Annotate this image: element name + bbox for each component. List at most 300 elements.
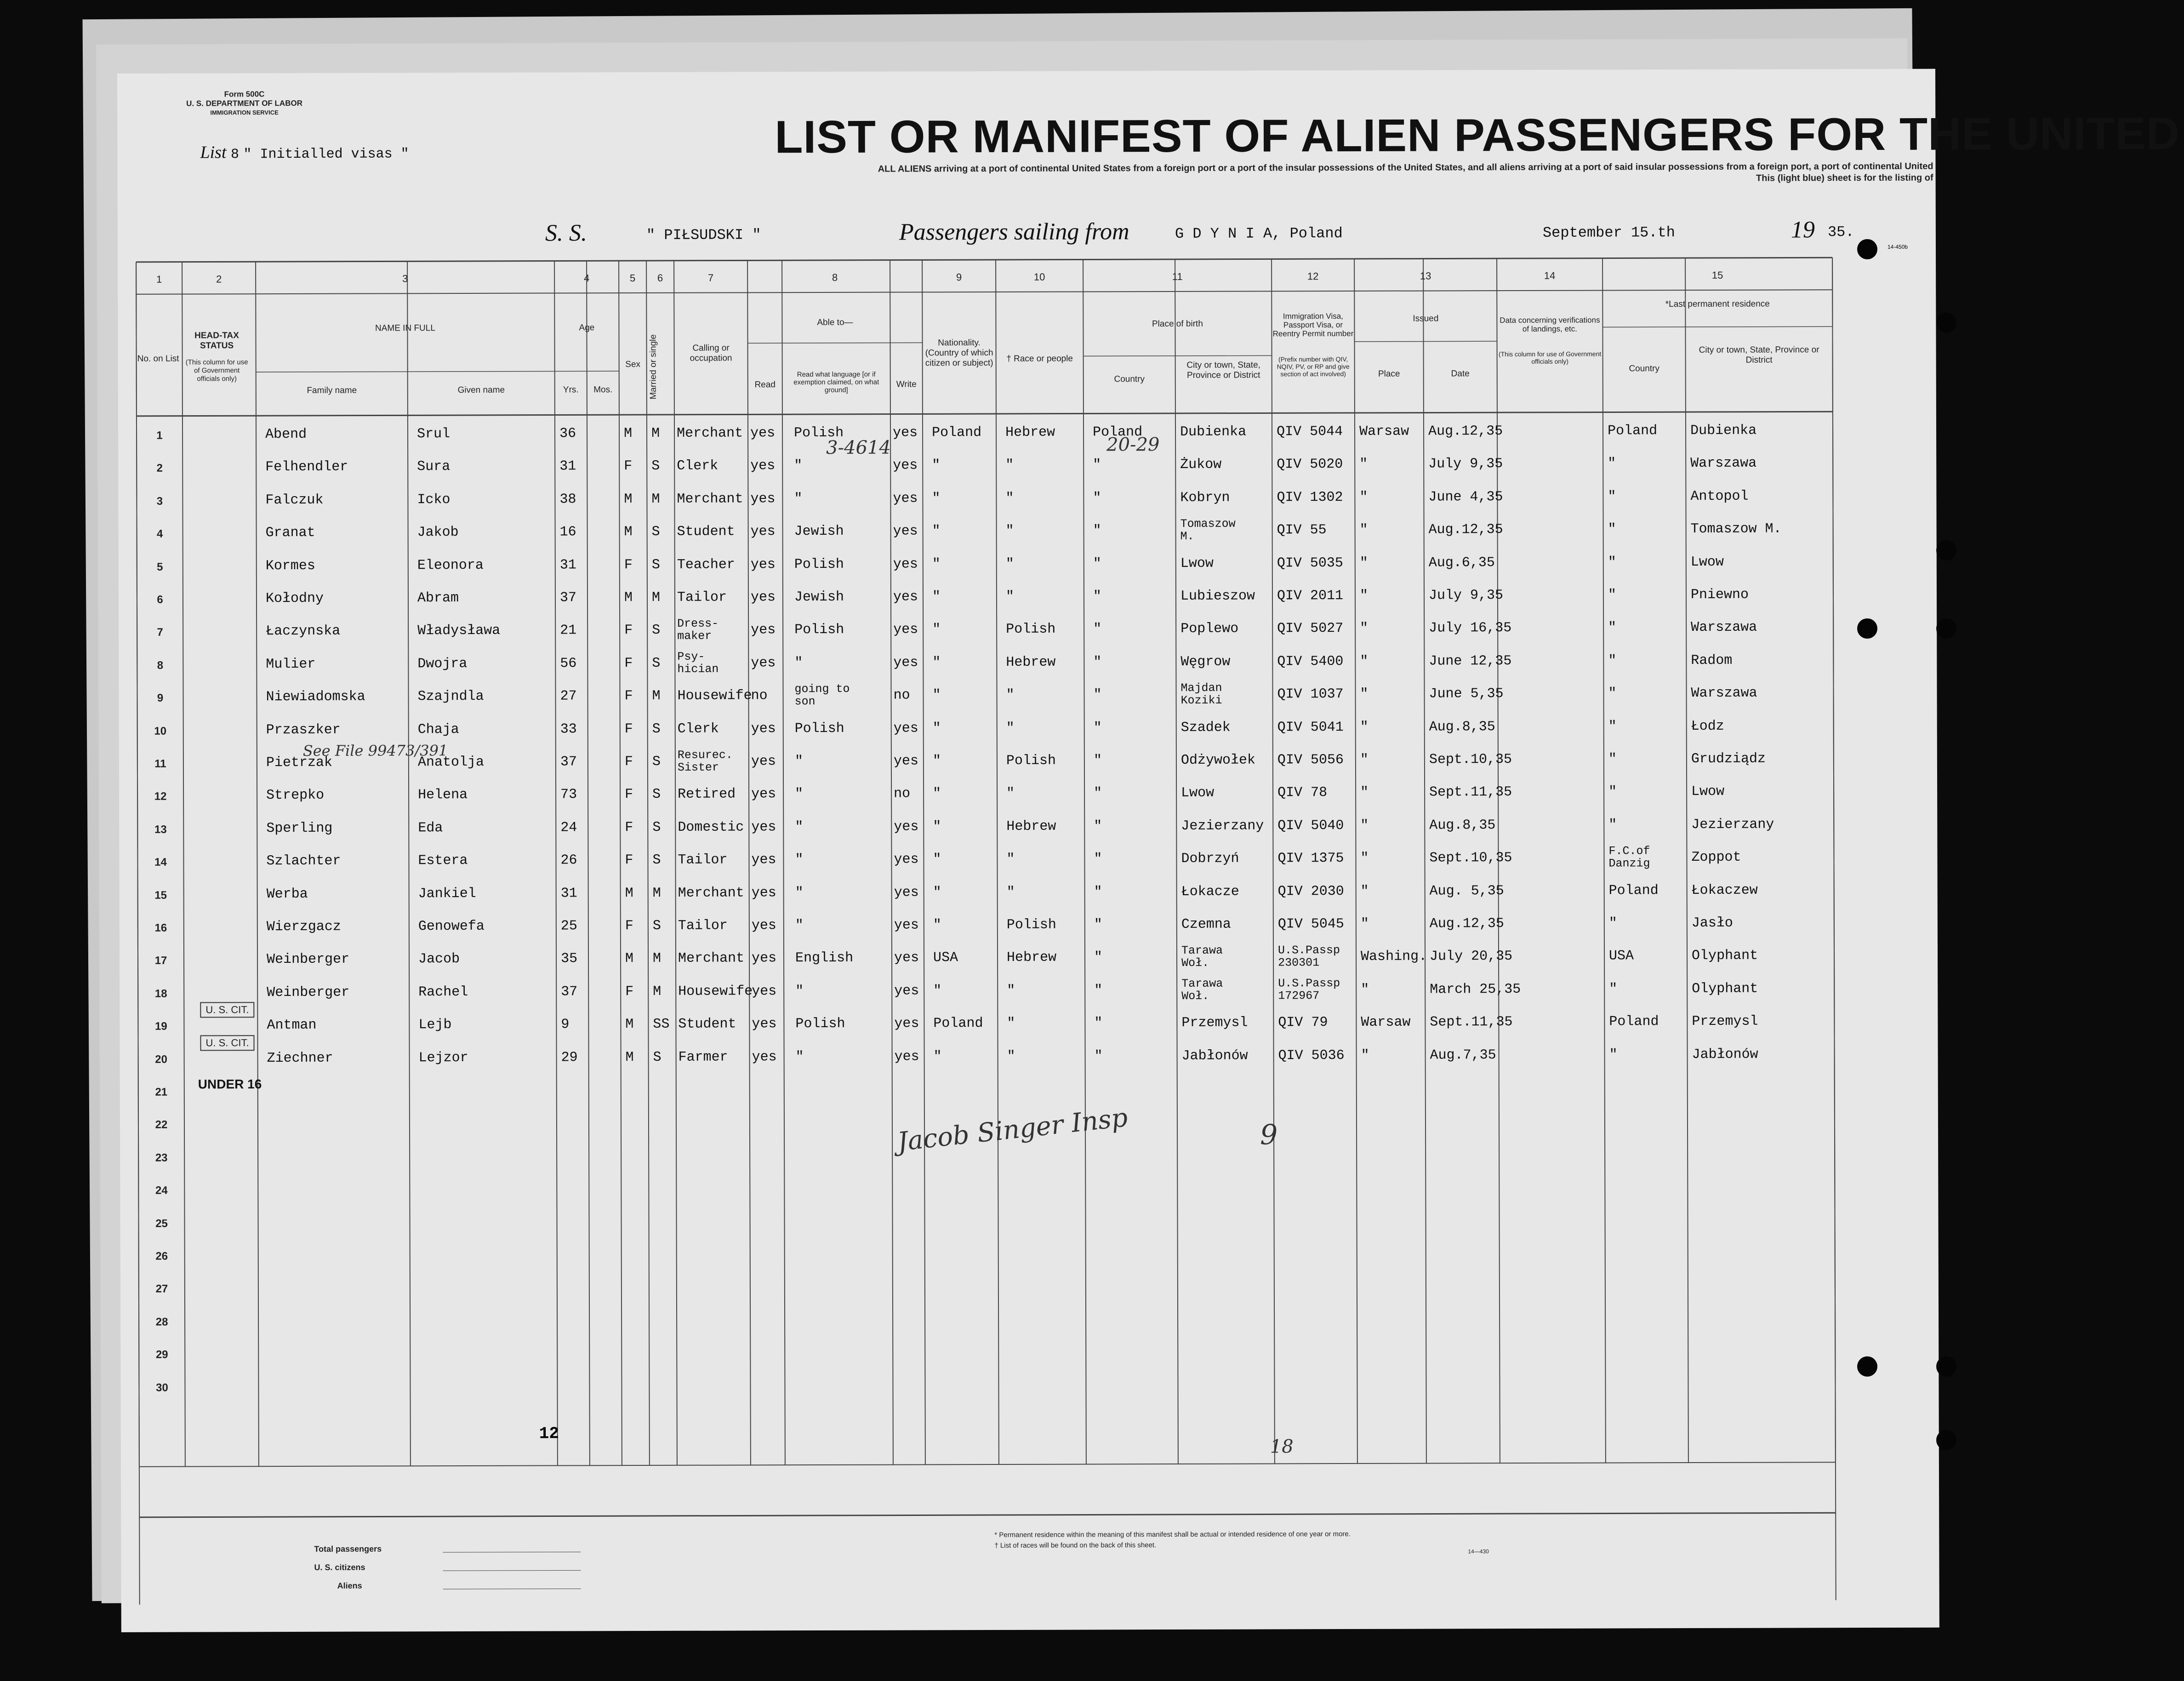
grid-line	[137, 412, 1833, 416]
column-number: 2	[216, 273, 222, 285]
footer-code: 14—430	[1468, 1548, 1489, 1555]
grid-line	[1175, 259, 1178, 1464]
grid-line	[139, 1513, 1836, 1517]
row-occupation: Resurec. Sister	[677, 748, 733, 774]
row-family-name: Strepko	[266, 788, 325, 804]
row-occupation: Merchant	[678, 885, 744, 901]
corner-code: 14-450b	[1887, 243, 1908, 250]
row-issued-place: Warsaw	[1361, 1014, 1411, 1031]
row-birth-country: "	[1093, 555, 1101, 572]
row-birth-city: Dobrzyń	[1181, 851, 1239, 867]
row-residence-country: "	[1608, 686, 1617, 702]
row-can-read: yes	[751, 655, 776, 671]
port-of-departure: G D Y N I A, Poland	[1175, 225, 1343, 242]
row-issued-date: July 16,35	[1429, 620, 1512, 636]
row-marital-status: M	[653, 983, 661, 1000]
row-race: Hebrew	[1006, 950, 1057, 966]
row-residence-city: Warszawa	[1691, 620, 1757, 636]
row-given-name: Chaja	[417, 721, 459, 738]
row-issued-place: "	[1360, 916, 1369, 932]
row-can-write: yes	[893, 720, 918, 737]
department-label: U. S. DEPARTMENT OF LABOR	[186, 98, 302, 108]
row-family-name: Przaszker	[266, 722, 341, 738]
row-given-name: Anatolja	[417, 754, 484, 771]
header-data-verification-note: (This column for use of Government officials only)	[1498, 350, 1602, 365]
row-given-name: Icko	[417, 492, 450, 508]
row-race: "	[1005, 490, 1014, 506]
row-nationality: Poland	[932, 425, 982, 441]
column-number: 1	[156, 273, 162, 285]
row-sex: F	[625, 852, 633, 869]
row-nationality: "	[932, 753, 941, 769]
row-issued-place: "	[1361, 982, 1369, 998]
row-issued-place: "	[1360, 653, 1369, 669]
row-number: 25	[155, 1217, 168, 1230]
row-birth-city: Kobryn	[1180, 490, 1230, 506]
row-birth-city: Poplewo	[1180, 621, 1239, 637]
row-residence-city: Przemysl	[1692, 1013, 1758, 1030]
row-age-years: 27	[560, 688, 577, 704]
row-residence-city: Warszawa	[1690, 456, 1757, 472]
row-visa-number: QIV 2030	[1277, 883, 1344, 899]
row-marital-status: S	[652, 655, 661, 671]
row-read-language: "	[795, 918, 804, 934]
row-occupation: Farmer	[678, 1049, 728, 1065]
row-birth-city: Jezierzany	[1181, 818, 1264, 834]
manifest-title: LIST OR MANIFEST OF ALIEN PASSENGERS FOR THE UNITED	[775, 108, 2180, 163]
row-issued-place: "	[1360, 818, 1369, 834]
row-race: "	[1006, 884, 1015, 900]
header-visa: Immigration Visa, Passport Visa, or Reentry Permit number	[1272, 312, 1354, 338]
header-mos: Mos.	[593, 385, 613, 395]
row-nationality: "	[932, 655, 941, 671]
grid-line	[136, 290, 1832, 294]
row-race: Hebrew	[1005, 424, 1055, 440]
row-race: "	[1007, 1048, 1015, 1064]
row-age-years: 16	[559, 524, 576, 540]
row-birth-city: Węgrow	[1180, 654, 1231, 670]
row-read-language: Polish	[794, 720, 844, 737]
row-issued-place: "	[1360, 883, 1369, 899]
row-residence-city: Warszawa	[1691, 685, 1757, 702]
grid-line	[443, 1570, 581, 1571]
row-can-read: yes	[752, 1049, 777, 1065]
row-birth-city: Łokacze	[1181, 884, 1239, 900]
row-sex: F	[624, 754, 633, 770]
header-head-tax-note: (This column for use of Government officials only)	[185, 358, 248, 383]
row-nationality: "	[932, 457, 941, 474]
row-sex: M	[624, 491, 633, 507]
row-marital-status: M	[653, 951, 661, 967]
row-can-write: yes	[894, 983, 919, 999]
header-issued-date: Date	[1451, 369, 1470, 379]
row-issued-date: June 4,35	[1428, 489, 1503, 505]
row-marital-status: M	[651, 589, 661, 606]
row-read-language: English	[795, 950, 854, 966]
row-birth-country: "	[1094, 1048, 1103, 1064]
row-number: 29	[155, 1348, 168, 1361]
row-given-name: Genowefa	[418, 918, 485, 935]
row-age-years: 31	[560, 885, 577, 902]
header-res-country: Country	[1629, 364, 1659, 374]
punch-hole	[1936, 1356, 1956, 1377]
row-number: 9	[157, 692, 164, 704]
row-given-name: Lejb	[418, 1017, 452, 1033]
row-visa-number: QIV 55	[1277, 522, 1327, 538]
row-sex: F	[625, 787, 633, 803]
row-issued-place: "	[1360, 719, 1369, 735]
row-read-language: Jewish	[794, 589, 844, 606]
row-given-name: Srul	[417, 426, 450, 442]
row-can-read: yes	[751, 622, 776, 638]
row-residence-country: "	[1608, 555, 1616, 571]
row-race: Hebrew	[1006, 654, 1056, 670]
row-issued-place: "	[1360, 752, 1369, 768]
row-residence-country: "	[1608, 751, 1617, 767]
row-visa-number: QIV 79	[1278, 1015, 1328, 1031]
header-sex: Sex	[625, 360, 641, 370]
handwritten-code: 3-4614	[826, 437, 891, 458]
row-given-name: Eleonora	[417, 557, 484, 573]
row-birth-city: Tarawa Woł.	[1181, 977, 1223, 1003]
row-nationality: "	[933, 983, 942, 999]
row-age-years: 37	[559, 590, 577, 606]
row-birth-country: Poland	[1093, 424, 1143, 440]
column-number: 14	[1544, 269, 1556, 281]
row-number: 10	[154, 725, 167, 738]
punch-hole	[1857, 618, 1877, 639]
row-occupation: Housewife	[677, 688, 752, 704]
row-number: 14	[154, 856, 167, 869]
row-birth-country: "	[1093, 490, 1101, 506]
row-read-language: "	[794, 655, 803, 671]
row-occupation: Tailor	[678, 918, 728, 934]
year-prefix: 19	[1791, 217, 1815, 243]
grid-line	[407, 261, 411, 1466]
row-occupation: Student	[678, 1016, 736, 1032]
row-birth-country: "	[1094, 949, 1103, 966]
row-read-language: Polish	[795, 1016, 845, 1032]
row-can-read: yes	[751, 819, 776, 835]
row-nationality: "	[932, 622, 941, 638]
header-visa-note: (Prefix number with QIV, NQIV, PV, or RP and give section of act involved)	[1277, 355, 1350, 378]
row-age-years: 24	[560, 820, 577, 836]
header-place-of-birth: Place of birth	[1152, 319, 1203, 329]
list-note: " Initialled visas "	[243, 146, 409, 163]
grid-line	[782, 260, 785, 1465]
row-family-name: Felhendler	[265, 459, 348, 475]
row-number: 13	[154, 823, 167, 836]
column-number: 15	[1711, 269, 1723, 281]
row-occupation: Merchant	[678, 950, 745, 967]
row-can-write: yes	[893, 556, 918, 572]
row-nationality: "	[933, 852, 941, 868]
row-family-name: Werba	[266, 886, 308, 902]
grid-line	[619, 261, 622, 1465]
row-read-language: "	[795, 885, 804, 901]
punch-hole	[1857, 239, 1877, 259]
row-can-write: yes	[893, 491, 918, 507]
row-can-write: yes	[893, 753, 918, 769]
row-residence-country: "	[1608, 784, 1617, 800]
row-residence-city: Jezierzany	[1691, 817, 1774, 833]
grid-line	[256, 262, 259, 1466]
row-visa-number: QIV 5041	[1277, 719, 1344, 735]
row-nationality: "	[933, 884, 941, 900]
grid-line	[1083, 355, 1272, 356]
row-read-language: "	[794, 458, 803, 474]
row-read-language: Polish	[794, 425, 844, 441]
list-number: 8	[230, 147, 239, 163]
row-sex: M	[624, 590, 633, 606]
footer-aliens: Aliens	[337, 1581, 362, 1590]
row-residence-country: "	[1608, 817, 1617, 833]
grid-line	[996, 260, 999, 1464]
row-residence-country: "	[1608, 456, 1616, 472]
row-can-read: yes	[750, 556, 776, 572]
column-number: 6	[657, 272, 663, 284]
column-number: 3	[402, 273, 408, 285]
row-number: 18	[154, 987, 167, 1000]
row-occupation: Merchant	[677, 491, 743, 507]
column-number: 8	[832, 271, 838, 283]
row-visa-number: QIV 5400	[1277, 653, 1344, 670]
row-issued-place: "	[1359, 457, 1368, 473]
row-nationality: Poland	[933, 1016, 983, 1032]
row-occupation: Housewife	[678, 983, 753, 1000]
row-birth-city: Lwow	[1181, 785, 1215, 801]
row-residence-city: Pniewno	[1690, 587, 1749, 603]
row-marital-status: S	[652, 754, 661, 770]
row-race: Polish	[1006, 917, 1056, 933]
row-issued-date: June 12,35	[1429, 653, 1512, 669]
row-given-name: Władysława	[417, 623, 501, 639]
row-visa-number: QIV 1302	[1277, 489, 1343, 506]
row-number: 4	[156, 527, 163, 540]
punch-hole	[1857, 1356, 1877, 1377]
header-able-to: Able to—	[817, 317, 853, 328]
row-nationality: "	[933, 1048, 942, 1064]
row-nationality: "	[932, 720, 941, 736]
row-birth-city: Tarawa Woł.	[1181, 944, 1223, 970]
header-birth-city: City or town, State, Province or District	[1186, 360, 1260, 380]
column-number: 10	[1033, 271, 1045, 283]
row-race: "	[1005, 457, 1014, 474]
row-marital-status: S	[652, 819, 661, 835]
row-marital-status: S	[652, 852, 661, 869]
row-birth-city: Odżywołek	[1180, 752, 1255, 768]
row-can-read: yes	[750, 524, 776, 540]
row-residence-country: "	[1608, 521, 1616, 537]
row-issued-date: Aug.7,35	[1430, 1047, 1496, 1063]
row-visa-number: QIV 5056	[1277, 752, 1344, 768]
row-issued-date: Aug.12,35	[1428, 522, 1503, 538]
grid-line	[139, 1462, 1836, 1467]
grid-line	[1602, 258, 1606, 1463]
row-issued-date: March 25,35	[1430, 981, 1521, 998]
row-number: 27	[155, 1283, 168, 1296]
row-number: 20	[155, 1053, 167, 1066]
row-race: "	[1005, 556, 1014, 572]
row-race: "	[1007, 1016, 1015, 1032]
row-read-language: "	[795, 852, 804, 868]
header-read-language: Read what language [or if exemption claimed, on what ground]	[793, 370, 879, 394]
grid-line	[674, 261, 677, 1465]
row-residence-city: Łodz	[1691, 718, 1724, 734]
row-age-years: 29	[561, 1049, 578, 1066]
row-residence-city: Jabłonów	[1692, 1046, 1758, 1063]
grid-line	[1083, 260, 1086, 1464]
row-can-read: yes	[751, 918, 776, 934]
row-can-read: yes	[752, 983, 777, 1000]
row-birth-country: "	[1094, 851, 1102, 867]
row-sex: M	[624, 426, 633, 442]
row-residence-city: Antopol	[1690, 488, 1749, 504]
header-calling: Calling or occupation	[690, 343, 732, 363]
service-label: IMMIGRATION SERVICE	[210, 109, 279, 116]
row-can-read: yes	[751, 786, 776, 802]
row-residence-city: Lwow	[1691, 784, 1725, 800]
row-can-read: yes	[752, 1016, 777, 1032]
header-issued-place: Place	[1378, 369, 1400, 379]
row-read-language: Polish	[794, 622, 844, 638]
header-nationality: Nationality. (Country of which citizen or subject)	[925, 338, 993, 368]
row-given-name: Abram	[417, 590, 459, 606]
row-sex: F	[624, 557, 633, 573]
header-write: Write	[896, 379, 917, 389]
row-marital-status: S	[652, 918, 661, 934]
row-number: 17	[154, 955, 167, 967]
row-residence-city: Olyphant	[1692, 981, 1758, 997]
row-number: 26	[155, 1250, 168, 1263]
row-residence-country: Poland	[1608, 423, 1658, 439]
row-issued-place: "	[1359, 489, 1368, 505]
row-age-years: 25	[560, 918, 577, 934]
row-residence-country: "	[1609, 981, 1618, 997]
header-birth-country: Country	[1114, 374, 1145, 384]
ship-name: " PIŁSUDSKI "	[646, 226, 761, 244]
row-given-name: Jacob	[418, 951, 460, 967]
row-occupation: Clerk	[677, 721, 719, 737]
header-married: Married or single	[648, 334, 658, 400]
grid-line	[587, 261, 590, 1465]
row-issued-place: "	[1360, 621, 1369, 637]
inspector-signature: Jacob Singer Insp	[895, 1103, 1129, 1157]
row-residence-country: "	[1608, 915, 1617, 932]
row-age-years: 37	[561, 984, 578, 1000]
footer-total-passengers: Total passengers	[314, 1544, 382, 1554]
column-number: 9	[956, 271, 962, 283]
row-issued-date: June 5,35	[1429, 686, 1504, 702]
row-can-write: yes	[894, 1049, 919, 1065]
row-visa-number: QIV 1037	[1277, 686, 1344, 703]
row-can-read: yes	[751, 885, 776, 901]
row-marital-status: M	[651, 425, 660, 441]
manifest-sheet	[117, 69, 2180, 1632]
row-family-name: Abend	[265, 426, 307, 443]
row-sex: F	[625, 819, 633, 835]
row-birth-country: "	[1093, 720, 1102, 736]
footer-us-citizens: U. S. citizens	[314, 1562, 365, 1572]
row-nationality: "	[932, 556, 941, 572]
row-family-name: Antman	[267, 1018, 317, 1034]
row-issued-date: Sept.10,35	[1429, 752, 1512, 768]
row-age-years: 31	[559, 458, 576, 475]
row-number: 12	[154, 790, 167, 803]
row-read-language: "	[794, 754, 803, 770]
handwritten-code: 9	[1260, 1119, 1278, 1151]
row-can-read: yes	[750, 425, 776, 441]
row-number: 8	[157, 659, 164, 672]
row-number: 28	[155, 1315, 168, 1328]
header-race: † Race or people	[1006, 354, 1073, 364]
row-family-name: Wierzgacz	[266, 919, 341, 935]
row-given-name: Jankiel	[418, 886, 476, 902]
row-issued-place: "	[1359, 555, 1368, 571]
row-can-write: yes	[894, 852, 919, 868]
row-number: 7	[157, 626, 163, 639]
row-can-read: yes	[751, 950, 777, 966]
row-can-write: yes	[893, 523, 918, 539]
row-residence-country: Poland	[1608, 882, 1659, 899]
us-citizen-stamp: U. S. CIT.	[200, 1035, 254, 1051]
row-nationality: "	[933, 786, 941, 802]
row-birth-country: "	[1093, 621, 1102, 637]
grid-line	[182, 262, 185, 1467]
column-number: 7	[708, 272, 714, 284]
row-birth-country: "	[1094, 818, 1102, 835]
row-read-language: Jewish	[794, 524, 844, 540]
row-birth-country: "	[1093, 687, 1102, 703]
row-number: 5	[157, 560, 163, 573]
row-read-language: Polish	[794, 556, 844, 572]
row-issued-place: "	[1361, 1047, 1369, 1063]
header-given-name: Given name	[457, 385, 505, 395]
header-family-name: Family name	[307, 385, 357, 395]
row-marital-status: M	[652, 885, 661, 901]
column-number: 12	[1307, 270, 1319, 282]
punch-hole	[1936, 1430, 1956, 1450]
row-birth-city: Przemysl	[1181, 1015, 1248, 1031]
row-issued-place: Washing.	[1360, 949, 1427, 965]
row-residence-country: USA	[1608, 948, 1634, 964]
row-family-name: Kołodny	[265, 590, 324, 607]
row-residence-city: Grudziądz	[1691, 751, 1766, 767]
row-can-write: yes	[894, 1016, 919, 1032]
grid-line	[136, 257, 1832, 262]
row-issued-date: July 9,35	[1428, 456, 1503, 472]
row-read-language: "	[795, 819, 804, 835]
row-birth-city: Jabłonów	[1181, 1048, 1248, 1064]
row-marital-status: S	[652, 721, 661, 737]
row-birth-city: Lwow	[1180, 555, 1214, 572]
row-marital-status: S	[651, 458, 660, 475]
list-label: List	[200, 143, 227, 162]
row-can-read: yes	[751, 720, 776, 737]
row-issued-date: Aug.12,35	[1429, 916, 1504, 932]
row-given-name: Rachel	[418, 984, 468, 1001]
row-residence-country: "	[1608, 719, 1617, 735]
row-issued-date: Sept.11,35	[1430, 1014, 1513, 1030]
row-birth-country: "	[1093, 654, 1102, 670]
header-res-city: City or town, State, Province or District	[1699, 345, 1819, 365]
header-age: Age	[579, 323, 595, 333]
row-sex: F	[624, 655, 633, 671]
row-family-name: Szlachter	[266, 853, 341, 869]
row-race: "	[1006, 720, 1015, 736]
row-marital-status: S	[652, 623, 661, 639]
row-marital-status: S	[651, 524, 660, 540]
